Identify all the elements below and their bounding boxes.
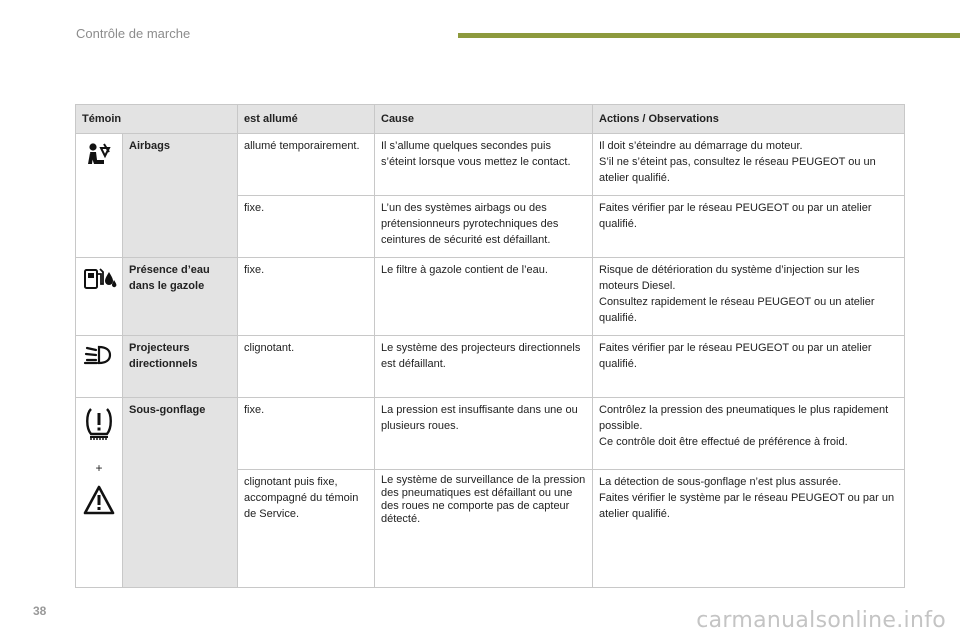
- table-row: [76, 336, 905, 398]
- sous-gonflage-actions-1: [593, 398, 905, 470]
- table-row: [76, 398, 905, 470]
- tyre-pressure-cell: [76, 398, 123, 588]
- eau-gazole-etat: fixe.: [238, 258, 375, 336]
- col-header-cause: Cause: [375, 105, 593, 134]
- sous-gonflage-name: Sous-gonflage: [123, 398, 238, 588]
- airbags-action-line: Il doit s’éteindre au démarrage du moteur.: [599, 140, 803, 152]
- projecteurs-etat: clignotant.: [238, 336, 375, 398]
- sous-gonflage-etat-1: fixe.: [238, 398, 375, 470]
- projecteurs-name: Projecteurs directionnels: [123, 336, 238, 398]
- directional-headlamp-icon: [76, 336, 123, 398]
- airbags-cause-1: Il s’allume quelques secondes puis s’éteint lorsque vous mettez le contact.: [375, 134, 593, 196]
- page-number: 38: [33, 604, 47, 618]
- eau-gazole-action-line: Risque de détérioration du système d’injection sur les moteurs Diesel.: [599, 264, 860, 292]
- airbags-etat-1: allumé temporairement.: [238, 134, 375, 196]
- sous-gonflage-action-line: Faites vérifier le système par le réseau PEUGEOT ou par un atelier qualifié.: [599, 492, 895, 520]
- section-title: Contrôle de marche: [76, 26, 191, 41]
- projecteurs-action-line: Faites vérifier par le réseau PEUGEOT ou par un atelier qualifié.: [599, 342, 872, 370]
- table-row: [76, 258, 905, 336]
- sous-gonflage-cause-1: La pression est insuffisante dans une ou plusieurs roues.: [375, 398, 593, 470]
- tyre-pressure-icon: [83, 406, 115, 442]
- col-header-etat: est allumé: [238, 105, 375, 134]
- eau-gazole-actions: [593, 258, 905, 336]
- sous-gonflage-action-line: La détection de sous-gonflage n’est plus assurée.: [599, 476, 842, 488]
- eau-gazole-action-line: Consultez rapidement le réseau PEUGEOT ou un atelier qualifié.: [599, 296, 875, 324]
- sous-gonflage-action-line: Contrôlez la pression des pneumatiques le plus rapidement possible.: [599, 404, 889, 432]
- airbags-cause-2: L’un des systèmes airbags ou des prétensionneurs pyrotechniques des ceintures de sécurité est défaillant.: [375, 196, 593, 258]
- header-accent-bar: [458, 33, 960, 38]
- airbag-icon: [76, 134, 123, 258]
- sous-gonflage-cause-2: Le système de surveillance de la pression des pneumatiques est défaillant ou une des roues ne comporte pas de capteur détecté.: [375, 470, 593, 588]
- plus-sign: +: [95, 461, 103, 475]
- airbags-action-line: S’il ne s’éteint pas, consultez le réseau PEUGEOT ou un atelier qualifié.: [599, 156, 876, 184]
- table-row: [76, 134, 905, 196]
- sous-gonflage-action-line: Ce contrôle doit être effectué de préférence à froid.: [599, 436, 848, 448]
- projecteurs-actions: [593, 336, 905, 398]
- airbags-actions-1: [593, 134, 905, 196]
- airbags-actions-2: [593, 196, 905, 258]
- sous-gonflage-actions-2: [593, 470, 905, 588]
- water-in-diesel-icon: [76, 258, 123, 336]
- sous-gonflage-etat-2: clignotant puis fixe, accompagné du témoin de Service.: [238, 470, 375, 588]
- col-header-actions: Actions / Observations: [593, 105, 905, 134]
- projecteurs-cause: Le système des projecteurs directionnels est défaillant.: [375, 336, 593, 398]
- eau-gazole-name: Présence d’eau dans le gazole: [123, 258, 238, 336]
- watermark: carmanualsonline.info: [696, 608, 946, 633]
- col-header-temoin: Témoin: [76, 105, 238, 134]
- airbags-action-line: Faites vérifier par le réseau PEUGEOT ou par un atelier qualifié.: [599, 202, 872, 230]
- warning-lights-table: [75, 104, 905, 588]
- eau-gazole-cause: Le filtre à gazole contient de l’eau.: [375, 258, 593, 336]
- airbags-name: Airbags: [123, 134, 238, 258]
- table-header-row: [76, 105, 905, 134]
- airbags-etat-2: fixe.: [238, 196, 375, 258]
- service-warning-icon: [82, 484, 116, 516]
